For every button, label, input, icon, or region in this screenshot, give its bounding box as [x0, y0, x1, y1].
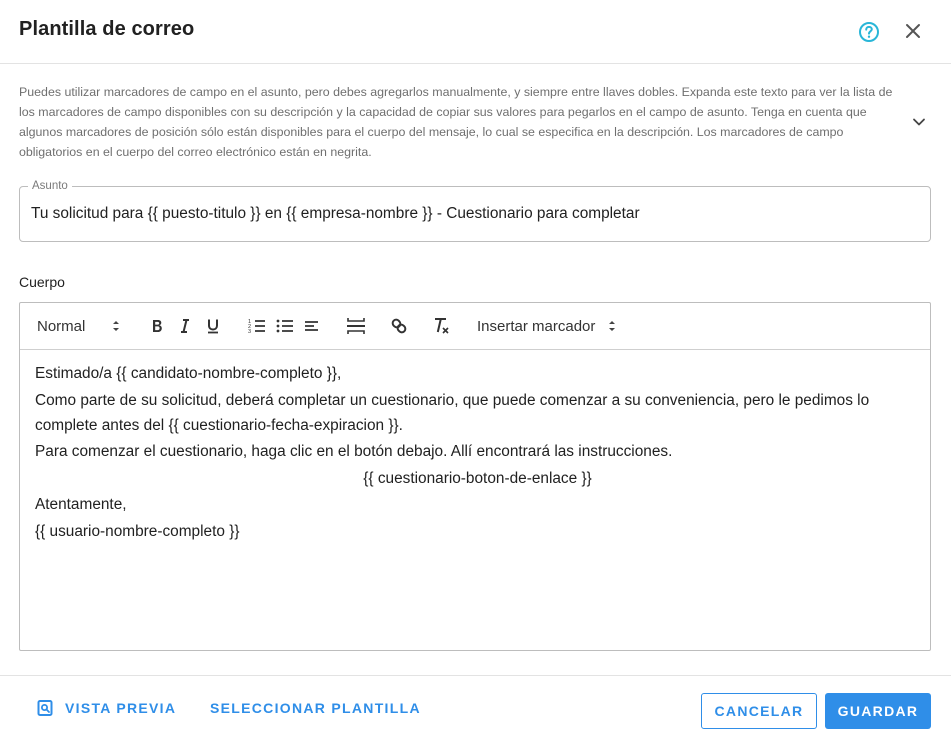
body-paragraph-centered: {{ cuestionario-boton-de-enlace }}	[363, 469, 592, 487]
svg-text:3: 3	[248, 329, 252, 335]
align-icon[interactable]	[301, 315, 323, 337]
clear-format-icon[interactable]	[431, 315, 453, 337]
format-select[interactable]	[37, 315, 123, 337]
subject-label: Asunto	[28, 179, 72, 193]
italic-icon[interactable]	[174, 315, 196, 337]
bullet-list-icon[interactable]	[274, 315, 296, 337]
subject-input[interactable]	[31, 203, 916, 225]
close-icon[interactable]	[901, 19, 925, 43]
svg-text:2: 2	[248, 324, 252, 330]
subject-field	[19, 180, 931, 242]
format-select-value: Normal	[37, 317, 86, 335]
rich-text-editor	[19, 302, 931, 651]
body-paragraph: Para comenzar el cuestionario, haga clic en el botón debajo. Allí encontrará las instrucciones.	[35, 443, 673, 460]
dialog-title: Plantilla de correo	[19, 18, 195, 40]
link-icon[interactable]	[388, 315, 410, 337]
placeholder-info-text: Puedes utilizar marcadores de campo en el asunto, pero debes agregarlos manualmente, y siempre entre llaves dobles. Expanda este texto para ver la lista de los marcadores de campo disponibles con su descripción y la capacidad de copiar sus valores para pegarlos en el campo de asunto. Tenga en cuenta que algunos marcadores de posición sólo están disponibles para el cuerpo del mensaje, lo cual se especifica en la descripción. Los marcadores de campo obligatorios en el cuerpo del correo electrónico están en negrita.	[19, 85, 893, 159]
body-label: Cuerpo	[19, 274, 65, 290]
editor-content[interactable]	[35, 361, 920, 545]
question-circle-icon[interactable]	[856, 19, 882, 45]
select-arrows-icon	[112, 318, 120, 334]
body-paragraph: {{ usuario-nombre-completo }}	[35, 522, 240, 540]
preview-button-label: VISTA PREVIA	[65, 700, 177, 716]
select-arrows-icon	[608, 318, 616, 334]
ordered-list-icon[interactable]	[246, 315, 268, 337]
underline-icon[interactable]	[202, 315, 224, 337]
editor-toolbar	[20, 303, 930, 350]
cancel-button[interactable]: CANCELAR	[701, 693, 817, 729]
select-template-button[interactable]	[210, 700, 421, 716]
insert-placeholder-label: Insertar marcador	[477, 317, 596, 335]
insert-placeholder-select[interactable]	[477, 315, 622, 337]
save-button[interactable]: GUARDAR	[825, 693, 931, 729]
chevron-down-icon[interactable]	[909, 112, 929, 132]
body-paragraph: Como parte de su solicitud, deberá completar un cuestionario, que puede comenzar a su conveniencia, pero le pedimos lo complete antes del {{ cuestionario-fecha-expiracion }}.	[35, 391, 870, 434]
svg-text:1: 1	[248, 319, 252, 325]
dialog-footer	[0, 675, 951, 738]
bold-icon[interactable]	[146, 315, 168, 337]
body-paragraph: Estimado/a {{ candidato-nombre-completo }},	[35, 365, 342, 382]
preview-button[interactable]	[37, 700, 176, 716]
body-paragraph: Atentamente,	[35, 496, 127, 513]
select-template-button-label: SELECCIONAR PLANTILLA	[210, 700, 421, 716]
dialog-header	[0, 0, 951, 64]
preview-icon	[37, 700, 53, 716]
horizontal-rule-icon[interactable]	[345, 315, 367, 337]
